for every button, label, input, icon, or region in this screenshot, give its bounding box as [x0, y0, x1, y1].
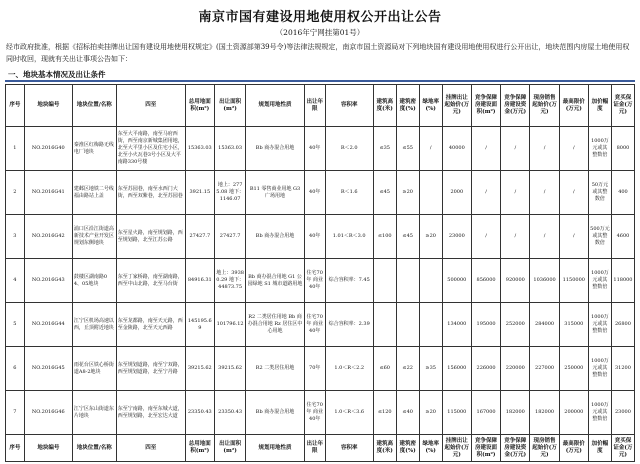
cell-use: Bb 商办混合用地 G1 公园绿地 S1 城市道路用地	[246, 259, 305, 303]
cell-density: ≥20	[396, 171, 419, 215]
table-row	[6, 303, 635, 347]
cell-far: 综合容积率：2.39	[325, 303, 373, 347]
column-header: 地块位置/名称	[72, 85, 116, 127]
column-header: 地块编号	[24, 85, 72, 127]
cell-inc: 500万元或其整数倍	[588, 215, 611, 259]
cell-loc: 建邺区地铁二号线福由路站上盖	[72, 171, 116, 215]
cell-inc: 1000万元或其整数倍	[588, 259, 611, 303]
cell-green: ≥20	[419, 215, 442, 259]
cell-area: 15363.03	[214, 127, 245, 171]
footer-column-header: 加价幅度	[588, 435, 611, 462]
footer-column-header: 出让年限	[304, 435, 325, 462]
footer-column-header: 总用地面积(m²)	[185, 435, 214, 462]
footer-column-header: 建筑高度(米)	[373, 435, 396, 462]
cell-gc: /	[530, 215, 559, 259]
column-header: 规划用地性质	[246, 85, 305, 127]
cell-area: 101796.12	[214, 303, 245, 347]
cell-far: R＜1.6	[325, 171, 373, 215]
cell-density: ≤22	[396, 347, 419, 391]
column-header: 现房销售起始价(万元)	[530, 85, 559, 127]
intro-paragraph: 经市政府批准，根据《招标拍卖挂牌出让国有建设用地使用权规定》(国土资源部第39号令)等法律法规规定，南京市国土资源局对下列地块国有建设用地使用权进行公开出让，地块范围内房屋土地使用权同时收回，现就有关出让事项公告如下：	[6, 43, 630, 63]
cell-ga: 167000	[471, 391, 500, 435]
cell-far: R＜2.0	[325, 127, 373, 171]
table-footer-header-row	[6, 435, 635, 462]
column-header: 四至	[116, 85, 185, 127]
cell-deposit: 4600	[611, 215, 634, 259]
cell-deposit: 400	[611, 171, 634, 215]
cell-ga: /	[471, 215, 500, 259]
cell-green: ≥35	[419, 347, 442, 391]
cell-deposit: 8000	[611, 127, 634, 171]
cell-green	[419, 171, 442, 215]
cell-total: 3921.15	[185, 171, 214, 215]
cell-price: 115000	[442, 391, 471, 435]
cell-gd: /	[559, 171, 588, 215]
column-header: 出让年限	[304, 85, 325, 127]
column-header: 总用地面积(m²)	[185, 85, 214, 127]
footer-column-header: 竞争保障房建设资金(万元)	[501, 435, 530, 462]
cell-inc: 50万元或其整数倍	[588, 171, 611, 215]
cell-total: 145195.69	[185, 303, 214, 347]
cell-use: R2 二类居住用地	[246, 347, 305, 391]
cell-use: R2 二类居住用地 Bb 商办混合用地 Rz 居住区中心用地	[246, 303, 305, 347]
cell-price: 156000	[442, 347, 471, 391]
cell-years: 住宅70年 商业40年	[304, 259, 325, 303]
column-header: 容积率	[325, 85, 373, 127]
column-header: 竞争保障房建设面积(m²)	[471, 85, 500, 127]
column-header: 挂牌出让起始价(万元)	[442, 85, 471, 127]
footer-column-header: 出让面积(m²)	[214, 435, 245, 462]
cell-height	[373, 259, 396, 303]
cell-years: 40年	[304, 171, 325, 215]
cell-height: ≤100	[373, 215, 396, 259]
footer-column-header: 绿地率(%)	[419, 435, 442, 462]
footer-column-header: 四至	[116, 435, 185, 462]
cell-far: 1.01＜R＜3.0	[325, 215, 373, 259]
cell-total: 84916.31	[185, 259, 214, 303]
column-header: 出让面积(m²)	[214, 85, 245, 127]
column-header: 建筑高度(米)	[373, 85, 396, 127]
column-header: 绿地率(%)	[419, 85, 442, 127]
cell-ga: /	[471, 127, 500, 171]
cell-use: Bb 商办混合用地	[246, 127, 305, 171]
cell-loc: 江宁区东山街道东片地块	[72, 391, 116, 435]
cell-gd: 1150000	[559, 259, 588, 303]
cell-no: 1	[6, 127, 25, 171]
cell-no: 4	[6, 259, 25, 303]
cell-far: 1.0＜R＜3.6	[325, 391, 373, 435]
cell-bounds: 东至丁家桥路，南至湖南路，西至中山北路，北至马台街	[116, 259, 185, 303]
cell-gb: 920000	[501, 259, 530, 303]
cell-price: 500000	[442, 259, 471, 303]
cell-loc: 雨花台区铁心桥街道A8-2地块	[72, 347, 116, 391]
footer-column-header: 序号	[6, 435, 25, 462]
footer-column-header: 竞争保障房建设面积(m²)	[471, 435, 500, 462]
parcel-table	[5, 84, 635, 462]
cell-total: 15363.03	[185, 127, 214, 171]
column-header: 竞买保证金(万元)	[611, 85, 634, 127]
cell-area: 27427.7	[214, 215, 245, 259]
table-row	[6, 347, 635, 391]
cell-area: 23350.43	[214, 391, 245, 435]
cell-deposit: 23000	[611, 391, 634, 435]
cell-price: 134000	[442, 303, 471, 347]
cell-height: ≤120	[373, 391, 396, 435]
cell-price: 23000	[442, 215, 471, 259]
cell-loc: 浦口区沿江街道高新技术产业开发区规划东侧地块	[72, 215, 116, 259]
cell-area: 39215.62	[214, 347, 245, 391]
table-header-row	[6, 85, 635, 127]
cell-years: 住宅70年 商业40年	[304, 303, 325, 347]
cell-code: NO.2016G42	[24, 215, 72, 259]
cell-density: ≤45	[396, 215, 419, 259]
cell-price: 2000	[442, 171, 471, 215]
section-heading: 一、地块基本情况及出让条件	[8, 70, 106, 79]
cell-gb: 220000	[501, 347, 530, 391]
cell-area: 地上：39380.29 地下：44873.75	[214, 259, 245, 303]
cell-density	[396, 259, 419, 303]
column-header: 建筑密度(%)	[396, 85, 419, 127]
cell-gc: /	[530, 171, 559, 215]
cell-no: 2	[6, 171, 25, 215]
cell-gc: 227000	[530, 347, 559, 391]
cell-ga: 226000	[471, 347, 500, 391]
cell-gb: /	[501, 171, 530, 215]
cell-inc: 1000万元或其整数倍	[588, 303, 611, 347]
cell-bounds: 东至规划道路，南至宁双路，西至规划道路，北至宁丹路	[116, 347, 185, 391]
column-header: 加价幅度	[588, 85, 611, 127]
cell-far: 综合容积率：7.45	[325, 259, 373, 303]
column-header: 序号	[6, 85, 25, 127]
cell-years: 住宅70年 商业40年	[304, 391, 325, 435]
cell-bounds: 东至大平南路，南至马府西街，西至南京新城集团用地，北至大平里小区及住宅小区，北至小火瓦巷3号小区及大平南路330号楼	[116, 127, 185, 171]
cell-loc: 鼓楼区湖南路04、05地块	[72, 259, 116, 303]
cell-bounds: 东至苏园巷，南至水西门大街，西至双紫巷，北至苏园巷	[116, 171, 185, 215]
cell-use: Bb 商办混合用地	[246, 215, 305, 259]
cell-years: 70年	[304, 347, 325, 391]
cell-green	[419, 259, 442, 303]
footer-column-header: 竞买保证金(万元)	[611, 435, 634, 462]
cell-inc: 1000万元或其整数倍	[588, 347, 611, 391]
cell-code: NO.2016G40	[24, 127, 72, 171]
cell-height: ≤60	[373, 347, 396, 391]
cell-density: ≤55	[396, 127, 419, 171]
cell-code: NO.2016G45	[24, 347, 72, 391]
cell-inc: 1000万元或其整数倍	[588, 127, 611, 171]
cell-gb: 182000	[501, 391, 530, 435]
footer-column-header: 最高限价(万元)	[559, 435, 588, 462]
cell-gd: 250000	[559, 347, 588, 391]
cell-height	[373, 303, 396, 347]
footer-column-header: 挂牌出让起始价(万元)	[442, 435, 471, 462]
footer-column-header: 地块编号	[24, 435, 72, 462]
cell-code: NO.2016G41	[24, 171, 72, 215]
cell-no: 6	[6, 347, 25, 391]
column-header: 竞争保障房建设资金(万元)	[501, 85, 530, 127]
cell-density: ≤40	[396, 391, 419, 435]
cell-total: 39215.62	[185, 347, 214, 391]
cell-gd: /	[559, 127, 588, 171]
notice-number: （2016年宁网挂第01号）	[275, 28, 365, 37]
cell-ga: 856000	[471, 259, 500, 303]
cell-total: 23350.43	[185, 391, 214, 435]
cell-density	[396, 303, 419, 347]
table-row	[6, 259, 635, 303]
cell-deposit: 26800	[611, 303, 634, 347]
cell-bounds: 东至星火路，南至规划路，西至规划路，北至江苏公路	[116, 215, 185, 259]
cell-total: 27427.7	[185, 215, 214, 259]
cell-gc: 1036000	[530, 259, 559, 303]
cell-use: Bb 商办混合用地	[246, 391, 305, 435]
cell-ga: /	[471, 171, 500, 215]
table-row	[6, 215, 635, 259]
table-row	[6, 391, 635, 435]
cell-gb: /	[501, 127, 530, 171]
footer-column-header: 规划用地性质	[246, 435, 305, 462]
cell-no: 3	[6, 215, 25, 259]
cell-height: ≤45	[373, 171, 396, 215]
cell-gd: 200000	[559, 391, 588, 435]
cell-inc: 1000万元或其整数倍	[588, 391, 611, 435]
cell-code: NO.2016G43	[24, 259, 72, 303]
cell-green: ≥20	[419, 391, 442, 435]
cell-bounds: 东至宁南路，南至东城大道，西至规划路，北至宏达大道	[116, 391, 185, 435]
footer-column-header: 容积率	[325, 435, 373, 462]
cell-green	[419, 303, 442, 347]
cell-gb: 252000	[501, 303, 530, 347]
cell-ga: 195000	[471, 303, 500, 347]
cell-loc: 秦淮区红梅路无线电厂地块	[72, 127, 116, 171]
cell-code: NO.2016G46	[24, 391, 72, 435]
cell-gc: 284000	[530, 303, 559, 347]
cell-bounds: 东至龙都路，南至天元路，西至金陵路，北至天元西路	[116, 303, 185, 347]
cell-loc: 江宁区机场高速以西，丘顶附近地块	[72, 303, 116, 347]
cell-gb: /	[501, 215, 530, 259]
footer-column-header: 地块位置/名称	[72, 435, 116, 462]
table-row	[6, 171, 635, 215]
notice-title: 南京市国有建设用地使用权公开出让公告	[198, 10, 442, 25]
cell-deposit: 31200	[611, 347, 634, 391]
cell-no: 7	[6, 391, 25, 435]
cell-area: 地上：2775.08 地下：1146.07	[214, 171, 245, 215]
column-header: 最高限价(万元)	[559, 85, 588, 127]
cell-gd: 315000	[559, 303, 588, 347]
cell-green: /	[419, 127, 442, 171]
cell-code: NO.2016G44	[24, 303, 72, 347]
cell-years: 40年	[304, 127, 325, 171]
cell-gc: /	[530, 127, 559, 171]
footer-column-header: 现房销售起始价(万元)	[530, 435, 559, 462]
cell-height: ≤35	[373, 127, 396, 171]
cell-far: 1.0＜R＜2.2	[325, 347, 373, 391]
cell-years: 40年	[304, 215, 325, 259]
cell-no: 5	[6, 303, 25, 347]
cell-gc: 182000	[530, 391, 559, 435]
cell-use: B11 零售商业用地 G3 广场用地	[246, 171, 305, 215]
section-divider	[5, 80, 635, 82]
cell-deposit: 118000	[611, 259, 634, 303]
table-row	[6, 127, 635, 171]
footer-column-header: 建筑密度(%)	[396, 435, 419, 462]
cell-price: 40000	[442, 127, 471, 171]
cell-gd: /	[559, 215, 588, 259]
